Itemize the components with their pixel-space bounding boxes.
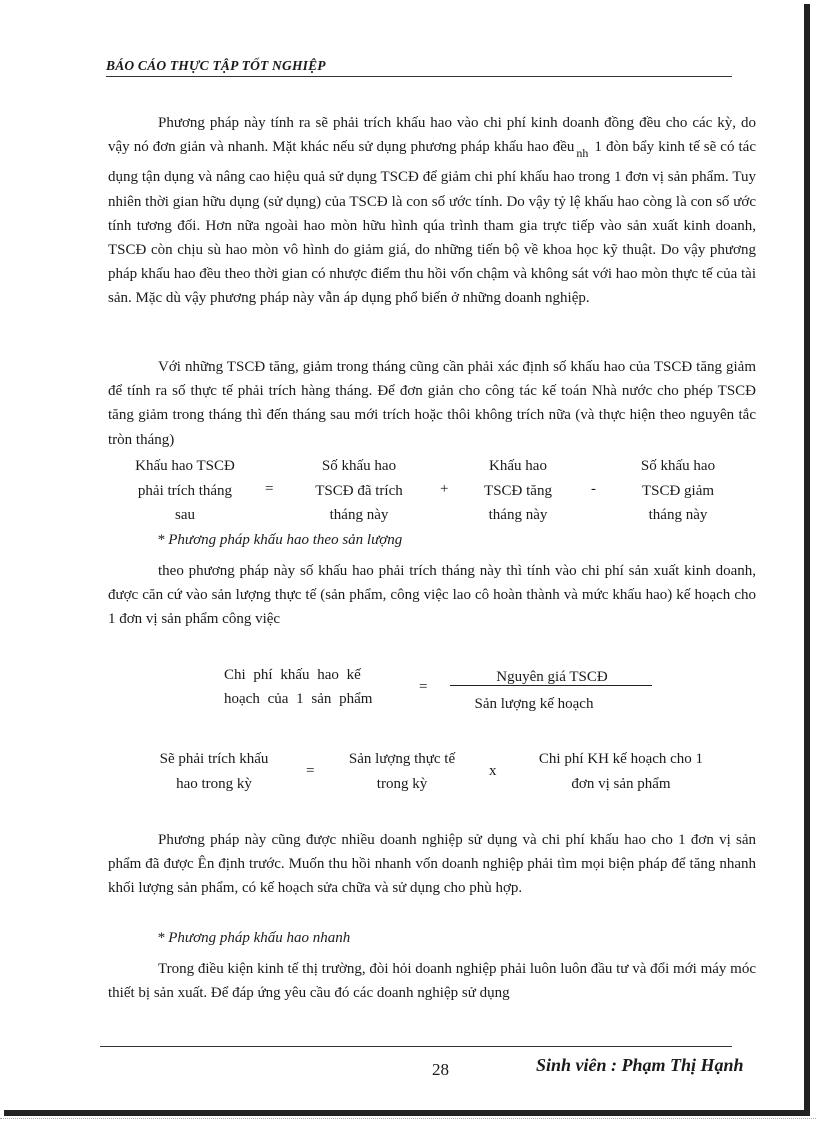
formula3-term1-line2: trong kỳ bbox=[376, 775, 428, 792]
formula1-term2 bbox=[296, 454, 422, 528]
page-number: 28 bbox=[432, 1060, 449, 1079]
subheading-output-method: * Phương pháp khấu hao theo sản lượng bbox=[157, 532, 403, 548]
paragraph-1-part-b: 1 đòn bẩy kinh tế sẽ có tác dụng tận dụng và nâng cao hiệu quả sử dụng TSCĐ để giảm chi phí khấu hao trong 1 đơn vị sản phẩm. Tuy nhiên thời gian hữu dụng (sử dụng) của TSCĐ là con số ước tính. Do vậy tỷ lệ khấu hao còng là con số ước tính tương đối. Hơn nữa ngoài hao mòn hữu hình qúa trình tham gia trực tiếp vào sản xuất kinh doanh, TSCĐ còn chịu sù hao mòn vô hình do giảm giá, do những tiến bộ về khoa học kỹ thuật. Do vậy phương pháp khấu hao đều theo thời gian có nhược điểm thu hồi vốn chậm và không sát với hao mòn thực tế của tài sản. Mặc dù vậy phương pháp này vẫn áp dụng phổ biến ở những doanh nghiệp. bbox=[108, 139, 756, 307]
formula1-term3-line2: TSCĐ tăng bbox=[484, 482, 552, 499]
formula2-equals: = bbox=[419, 679, 428, 695]
header-rule bbox=[106, 76, 732, 77]
formula3-term2-line2: đơn vị sản phẩm bbox=[571, 775, 671, 792]
page-edge-dotted bbox=[0, 1118, 816, 1119]
paragraph-1-part-a: Phương pháp này tính ra sẽ phải trích khấu hao vào chi phí kinh doanh đồng đều cho các kỳ, do vậy nó đơn giản và nhanh. Mặt khác nếu sử dụng phương pháp khấu hao đều bbox=[108, 115, 756, 156]
formula3-lhs-line1: Sẽ phải trích khấu bbox=[159, 751, 269, 767]
formula1-term2-line2: TSCĐ đã trích bbox=[315, 482, 403, 499]
formula3-lhs bbox=[138, 747, 290, 796]
formula2-fraction-bar bbox=[450, 685, 652, 686]
formula2-numerator: Nguyên giá TSCĐ bbox=[496, 669, 608, 685]
formula1-term3-line3: tháng này bbox=[488, 507, 548, 523]
paragraph-4: Phương pháp này cũng được nhiều doanh nghiệp sử dụng và chi phí khấu hao cho 1 đơn vị sản phẩm đã được Ên định trước. Muốn thu hồi nhanh vốn doanh nghiệp phải tìm mọi biện pháp để tăng nhanh khối lượng sản phẩm, có kế hoạch sửa chữa và sử dụng cho phù hợp. bbox=[108, 832, 756, 897]
formula1-equals: = bbox=[265, 481, 274, 497]
subheading-accelerated-method: * Phương pháp khấu hao nhanh bbox=[157, 930, 351, 946]
paragraph-2: Với những TSCĐ tăng, giảm trong tháng cũng cần phải xác định số khấu hao của TSCĐ tăng giảm để tính ra số thực tế phải trích hàng tháng. Để đơn giản cho công tác kế toán Nhà nước cho phép TSCĐ tăng giảm trong tháng thì đến tháng sau mới trích hoặc thôi không trích nữa (và thực hiện theo nguyên tắc tròn tháng) bbox=[108, 359, 756, 448]
formula1-term2-line1: Số khấu hao bbox=[321, 458, 397, 474]
formula2-lhs-line2: hoạch của 1 sản phẩm bbox=[224, 691, 373, 707]
formula1-term4 bbox=[626, 454, 730, 528]
formula1-term2-line3: tháng này bbox=[329, 507, 389, 523]
formula1-term1 bbox=[112, 454, 258, 528]
footer-rule bbox=[100, 1046, 732, 1047]
formula3-term1 bbox=[334, 747, 470, 796]
paragraph-5: Trong điều kiện kinh tế thị trường, đòi hỏi doanh nghiệp phải luôn luôn đầu tư và đổi mới máy móc thiết bị sản xuất. Để đáp ứng yêu cầu đó các doanh nghiệp sử dụng bbox=[108, 961, 756, 1002]
formula1-term1-line2: phải trích tháng bbox=[137, 482, 233, 499]
student-name: Sinh viên : Phạm Thị Hạnh bbox=[536, 1055, 744, 1075]
formula3-lhs-line2: hao trong kỳ bbox=[176, 775, 252, 792]
paragraph-1 bbox=[108, 111, 756, 311]
formula1-plus: + bbox=[440, 481, 449, 497]
formula1-term1-line3: sau bbox=[175, 507, 195, 523]
formula1-term4-line2: TSCĐ giảm bbox=[641, 482, 715, 499]
formula3-times: x bbox=[489, 763, 497, 779]
formula3-term1-line1: Sản lượng thực tế bbox=[348, 751, 456, 767]
formula3-term2-line1: Chi phí KH kế hoạch cho 1 bbox=[538, 751, 704, 767]
formula1-term3-line1: Khấu hao bbox=[489, 458, 547, 474]
formula2-lhs-line1: Chi phí khấu hao kế bbox=[224, 667, 361, 683]
formula1-term4-line3: tháng này bbox=[648, 507, 708, 523]
formula3-equals: = bbox=[306, 763, 315, 779]
formula3-term2 bbox=[514, 747, 728, 796]
paragraph-3: theo phương pháp này số khấu hao phải trích tháng này thì tính vào chi phí sản xuất kinh doanh, được căn cứ vào sản lượng thực tế (sản phẩm, công việc lao cô hoàn thành và mức khấu hao) kế hoạch cho 1 đơn vị sản phẩm công việc bbox=[108, 563, 756, 628]
header-title: BÁO CÁO THỰC TẬP TỐT NGHIỆP bbox=[106, 58, 326, 73]
formula2-lhs bbox=[224, 663, 396, 711]
formula1-term3 bbox=[468, 454, 568, 528]
formula1-term1-line1: Khấu hao TSCĐ bbox=[135, 458, 235, 474]
formula1-minus: - bbox=[591, 481, 596, 497]
formula2-denominator: Sản lượng kế hoạch bbox=[474, 696, 594, 712]
formula1-term4-line1: Số khấu hao bbox=[640, 458, 716, 474]
paragraph-1-subscript: nh bbox=[576, 146, 589, 161]
